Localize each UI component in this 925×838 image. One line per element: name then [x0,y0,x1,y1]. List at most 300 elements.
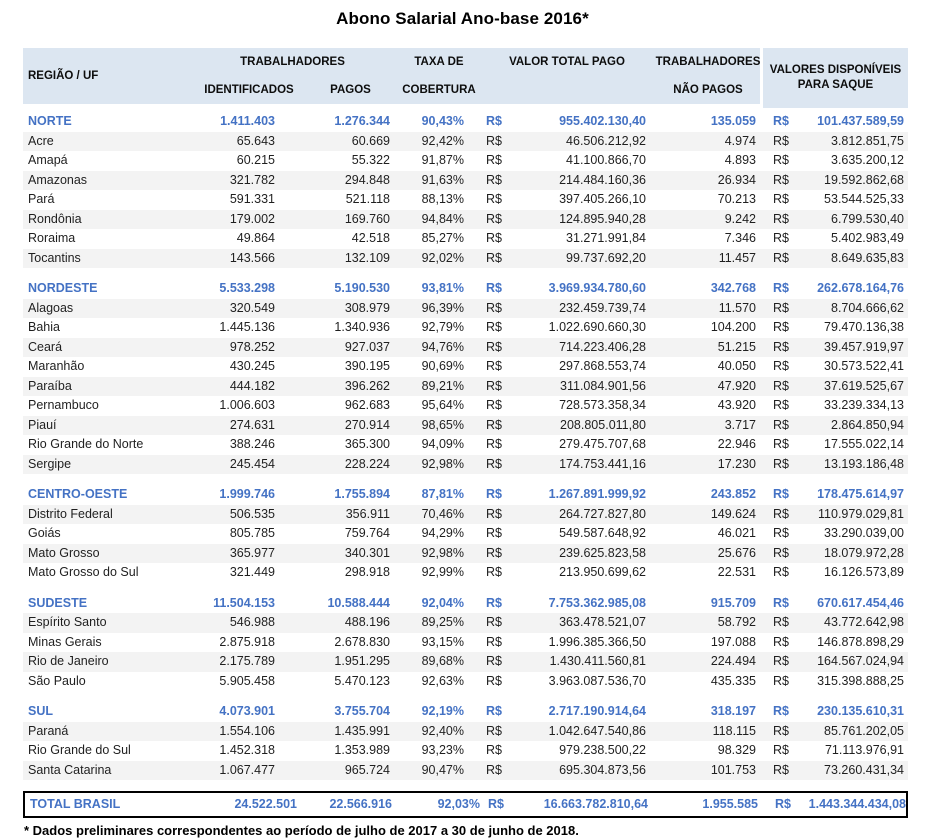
state-row [23,435,908,455]
cell-taxa-cobertura: 93,23% [421,743,464,757]
cell-taxa-cobertura: 89,25% [421,615,464,629]
cell-region-uf: Paraná [28,723,69,738]
cell-pagos: 927.037 [344,339,390,354]
cell-pagos: 270.914 [344,417,390,432]
currency-symbol: R$ [486,398,502,412]
currency-symbol: R$ [773,378,789,393]
currency-symbol: R$ [773,417,789,432]
cell-region-uf: Roraima [28,231,76,245]
cell-valor-total-pago: 1.267.891.999,92 [548,487,646,501]
cell-valor-total-pago: 279.475.707,68 [559,437,646,451]
cell-valor-total-pago: 1.996.385.366,50 [548,634,646,649]
cell-identificados: 321.782 [229,172,275,187]
cell-nao-pagos: 149.624 [710,506,756,521]
cell-taxa-cobertura: 92,40% [421,723,464,738]
cell-region-uf: CENTRO-OESTE [28,487,128,501]
region-summary-row [23,702,908,722]
cell-region-uf: Rondônia [28,211,82,226]
currency-symbol: R$ [773,437,789,451]
cell-region-uf: Distrito Federal [28,506,113,521]
region-block [23,112,908,268]
cell-valores-disponiveis: 16.126.573,89 [824,565,904,579]
cell-taxa-cobertura: 95,64% [421,398,464,412]
currency-symbol: R$ [773,526,789,540]
currency-symbol: R$ [486,487,502,501]
currency-symbol: R$ [773,487,789,501]
cell-nao-pagos: 26.934 [717,172,756,187]
header-valor-total-pago: VALOR TOTAL PAGO [509,56,625,68]
cell-valor-total-pago: 2.717.190.914,64 [548,704,646,718]
cell-identificados: 1.554.106 [219,723,275,738]
table-header-main [23,48,760,104]
currency-symbol: R$ [773,743,789,757]
cell-taxa-cobertura: 96,39% [421,300,464,315]
cell-taxa-cobertura: 89,21% [421,378,464,393]
currency-symbol: R$ [773,211,789,226]
cell-identificados: 1.999.746 [219,487,275,501]
currency-symbol: R$ [486,595,502,610]
cell-taxa-cobertura: 92,79% [421,320,464,334]
cell-valores-disponiveis: 33.239.334,13 [824,398,904,412]
cell-valor-total-pago: 311.084.901,56 [560,378,646,393]
cell-valor-total-pago: 1.430.411.560,81 [549,654,646,668]
cell-taxa-cobertura: 92,98% [421,456,464,471]
cell-valores-disponiveis: 39.457.919,97 [824,339,904,354]
cell-identificados: 365.977 [229,545,275,560]
cell-taxa-cobertura: 91,63% [421,172,464,187]
cell-valor-total-pago: 714.223.406,28 [559,339,646,354]
cell-identificados: 430.245 [229,359,275,373]
cell-nao-pagos: 104.200 [710,320,756,334]
cell-taxa-cobertura: 92,99% [421,565,464,579]
cell-pagos: 22.566.916 [329,797,392,811]
cell-valores-disponiveis: 79.470.136,38 [824,320,904,334]
cell-valor-total-pago: 728.573.358,34 [559,398,646,412]
cell-valores-disponiveis: 110.979.029,81 [818,506,904,521]
cell-taxa-cobertura: 98,65% [421,417,464,432]
cell-valores-disponiveis: 146.878.898,29 [817,634,904,649]
cell-valor-total-pago: 239.625.823,58 [559,545,646,560]
region-block [23,702,908,780]
cell-valor-total-pago: 208.805.011,80 [560,417,646,432]
cell-valor-total-pago: 213.950.699,62 [559,565,646,579]
cell-pagos: 1.951.295 [334,654,390,668]
cell-pagos: 294.848 [344,172,390,187]
cell-valores-disponiveis: 37.619.525,67 [824,378,904,393]
cell-taxa-cobertura: 88,13% [421,192,464,206]
cell-taxa-cobertura: 70,46% [421,506,464,521]
cell-valores-disponiveis: 8.704.666,62 [831,300,904,315]
cell-valor-total-pago: 695.304.873,56 [559,762,646,777]
cell-pagos: 1.340.936 [334,320,390,334]
currency-symbol: R$ [773,595,789,610]
cell-valores-disponiveis: 164.567.024,94 [817,654,904,668]
cell-pagos: 308.979 [344,300,390,315]
cell-region-uf: Sergipe [28,456,72,471]
state-row [23,761,908,781]
region-summary-row [23,279,908,299]
currency-symbol: R$ [486,526,502,540]
currency-symbol: R$ [486,723,502,738]
cell-region-uf: SUDESTE [28,595,88,610]
cell-nao-pagos: 98.329 [717,743,756,757]
currency-symbol: R$ [773,673,789,688]
cell-nao-pagos: 243.852 [710,487,756,501]
state-row [23,151,908,171]
cell-valores-disponiveis: 178.475.614,97 [817,487,904,501]
cell-region-uf: Mato Grosso [28,545,100,560]
cell-region-uf: Pernambuco [28,398,99,412]
cell-taxa-cobertura: 92,63% [421,673,464,688]
cell-pagos: 132.109 [344,250,390,265]
cell-pagos: 340.301 [344,545,390,560]
cell-identificados: 5.905.458 [219,673,275,688]
table-header-valores-disponiveis [763,48,908,108]
cell-identificados: 444.182 [229,378,275,393]
cell-identificados: 1.067.477 [219,762,275,777]
cell-valores-disponiveis: 73.260.431,34 [824,762,904,777]
cell-taxa-cobertura: 90,47% [421,762,464,777]
currency-symbol: R$ [773,615,789,629]
cell-nao-pagos: 3.717 [724,417,756,432]
currency-symbol: R$ [486,153,502,167]
cell-valor-total-pago: 174.753.441,16 [559,456,646,471]
currency-symbol: R$ [773,339,789,354]
cell-identificados: 320.549 [229,300,275,315]
cell-nao-pagos: 11.570 [718,300,756,315]
cell-region-uf: Rio Grande do Norte [28,437,144,451]
cell-region-uf: Pará [28,192,55,206]
currency-symbol: R$ [486,172,502,187]
state-row [23,672,908,692]
cell-valor-total-pago: 16.663.782.810,64 [543,797,648,811]
cell-region-uf: Mato Grosso do Sul [28,565,139,579]
cell-pagos: 60.669 [351,133,390,148]
cell-valores-disponiveis: 13.193.186,48 [824,456,904,471]
cell-region-uf: Bahia [28,320,60,334]
currency-symbol: R$ [486,762,502,777]
cell-valor-total-pago: 7.753.362.985,08 [548,595,646,610]
currency-symbol: R$ [488,797,504,811]
cell-region-uf: Maranhão [28,359,85,373]
cell-valores-disponiveis: 262.678.164,76 [817,281,904,295]
cell-pagos: 228.224 [344,456,390,471]
cell-region-uf: NORTE [28,114,72,128]
currency-symbol: R$ [486,456,502,471]
cell-identificados: 5.533.298 [219,281,275,295]
currency-symbol: R$ [773,250,789,265]
header-valores-line2: PARA SAQUE [797,79,874,91]
cell-identificados: 274.631 [229,417,275,432]
cell-region-uf: Santa Catarina [28,762,112,777]
cell-region-uf: Acre [28,133,54,148]
cell-taxa-cobertura: 94,09% [421,437,464,451]
header-region-uf: REGIÃO / UF [28,70,99,82]
cell-valores-disponiveis: 43.772.642,98 [824,615,904,629]
state-row [23,377,908,397]
cell-pagos: 759.764 [344,526,390,540]
cell-valores-disponiveis: 19.592.862,68 [824,172,904,187]
currency-symbol: R$ [773,114,789,128]
cell-valores-disponiveis: 3.812.851,75 [831,133,904,148]
cell-taxa-cobertura: 90,69% [421,359,464,373]
cell-nao-pagos: 40.050 [717,359,756,373]
cell-valor-total-pago: 214.484.160,36 [559,172,646,187]
currency-symbol: R$ [486,211,502,226]
cell-identificados: 49.864 [236,231,275,245]
state-row [23,633,908,653]
cell-valores-disponiveis: 53.544.525,33 [824,192,904,206]
cell-region-uf: Amapá [28,153,68,167]
cell-valores-disponiveis: 101.437.589,59 [817,114,904,128]
currency-symbol: R$ [773,634,789,649]
header-nao-pagos-line1: TRABALHADORES [655,56,761,68]
currency-symbol: R$ [486,417,502,432]
cell-valores-disponiveis: 8.649.635,83 [831,250,904,265]
cell-pagos: 365.300 [344,437,390,451]
page-title: Abono Salarial Ano-base 2016* [336,9,589,28]
currency-symbol: R$ [486,133,502,148]
cell-nao-pagos: 4.974 [724,133,756,148]
currency-symbol: R$ [486,654,502,668]
header-pagos: PAGOS [330,84,371,96]
state-row [23,613,908,633]
cell-nao-pagos: 43.920 [717,398,756,412]
cell-pagos: 1.435.991 [334,723,390,738]
currency-symbol: R$ [486,339,502,354]
cell-identificados: 546.988 [229,615,275,629]
currency-symbol: R$ [773,654,789,668]
state-row [23,249,908,269]
cell-taxa-cobertura: 92,98% [421,545,464,560]
region-summary-row [23,112,908,132]
cell-taxa-cobertura: 92,04% [421,595,464,610]
cell-taxa-cobertura: 94,84% [421,211,464,226]
cell-pagos: 488.196 [344,615,390,629]
total-brasil-box [23,791,908,818]
currency-symbol: R$ [773,320,789,334]
currency-symbol: R$ [773,398,789,412]
currency-symbol: R$ [773,192,789,206]
cell-nao-pagos: 435.335 [710,673,756,688]
cell-identificados: 388.246 [229,437,275,451]
cell-identificados: 4.073.901 [219,704,275,718]
currency-symbol: R$ [486,192,502,206]
cell-region-uf: TOTAL BRASIL [30,797,121,811]
cell-identificados: 11.504.153 [213,595,275,610]
cell-nao-pagos: 197.088 [710,634,756,649]
cell-valores-disponiveis: 33.290.039,00 [824,526,904,540]
cell-valor-total-pago: 979.238.500,22 [559,743,646,757]
cell-pagos: 5.190.530 [334,281,390,295]
cell-taxa-cobertura: 90,43% [421,114,464,128]
cell-taxa-cobertura: 92,03% [437,797,480,811]
currency-symbol: R$ [486,320,502,334]
cell-identificados: 65.643 [236,133,275,148]
cell-nao-pagos: 915.709 [710,595,756,610]
state-row [23,563,908,583]
header-valores-line1: VALORES DISPONÍVEIS [769,64,902,76]
cell-valores-disponiveis: 2.864.850,94 [831,417,904,432]
cell-valor-total-pago: 955.402.130,40 [559,114,646,128]
header-identificados: IDENTIFICADOS [204,84,294,96]
table-header [23,48,908,108]
cell-identificados: 179.002 [229,211,275,226]
cell-valor-total-pago: 1.042.647.540,86 [548,723,646,738]
cell-pagos: 169.760 [344,211,390,226]
currency-symbol: R$ [773,133,789,148]
cell-identificados: 978.252 [229,339,275,354]
cell-identificados: 245.454 [229,456,275,471]
currency-symbol: R$ [486,743,502,757]
cell-identificados: 1.452.318 [219,743,275,757]
cell-valor-total-pago: 46.506.212,92 [566,133,646,148]
cell-nao-pagos: 25.676 [717,545,756,560]
state-row [23,229,908,249]
cell-valor-total-pago: 264.727.827,80 [559,506,646,521]
cell-identificados: 1.411.403 [220,114,275,128]
state-row [23,357,908,377]
state-row [23,652,908,672]
currency-symbol: R$ [486,281,502,295]
cell-valores-disponiveis: 71.113.976,91 [824,743,904,757]
cell-nao-pagos: 101.753 [710,762,756,777]
header-nao-pagos-line2: NÃO PAGOS [673,84,743,96]
cell-nao-pagos: 135.059 [710,114,756,128]
currency-symbol: R$ [486,231,502,245]
currency-symbol: R$ [773,456,789,471]
state-row [23,338,908,358]
cell-pagos: 5.470.123 [334,673,390,688]
currency-symbol: R$ [773,281,789,295]
cell-identificados: 60.215 [236,153,275,167]
cell-pagos: 10.588.444 [327,595,390,610]
currency-symbol: R$ [773,359,789,373]
cell-pagos: 42.518 [351,231,390,245]
cell-nao-pagos: 58.792 [717,615,756,629]
cell-valores-disponiveis: 5.402.983,49 [831,231,904,245]
state-row [23,190,908,210]
cell-valor-total-pago: 397.405.266,10 [559,192,646,206]
state-row [23,505,908,525]
state-row [23,396,908,416]
state-row [23,210,908,230]
currency-symbol: R$ [773,545,789,560]
cell-pagos: 298.918 [344,565,390,579]
currency-symbol: R$ [486,506,502,521]
cell-nao-pagos: 318.197 [710,704,756,718]
cell-pagos: 521.118 [345,192,390,206]
cell-pagos: 1.353.989 [334,743,390,757]
cell-nao-pagos: 70.213 [717,192,756,206]
cell-valores-disponiveis: 17.555.022,14 [824,437,904,451]
cell-nao-pagos: 342.768 [710,281,756,295]
state-row [23,299,908,319]
cell-pagos: 1.755.894 [334,487,390,501]
currency-symbol: R$ [486,359,502,373]
cell-taxa-cobertura: 93,15% [421,634,464,649]
currency-symbol: R$ [486,673,502,688]
currency-symbol: R$ [773,300,789,315]
state-row [23,171,908,191]
state-row [23,132,908,152]
cell-valor-total-pago: 31.271.991,84 [566,231,646,245]
cell-valor-total-pago: 99.737.692,20 [566,250,646,265]
cell-valores-disponiveis: 670.617.454,46 [817,595,904,610]
currency-symbol: R$ [486,634,502,649]
cell-taxa-cobertura: 94,76% [421,339,464,354]
cell-nao-pagos: 1.955.585 [702,797,758,811]
cell-valores-disponiveis: 230.135.610,31 [817,704,904,718]
state-row [23,318,908,338]
cell-region-uf: Amazonas [28,172,88,187]
cell-valores-disponiveis: 315.398.888,25 [817,673,904,688]
cell-nao-pagos: 22.946 [717,437,756,451]
region-block [23,485,908,583]
currency-symbol: R$ [773,506,789,521]
footnote: * Dados preliminares correspondentes ao período de julho de 2017 a 30 de junho de 2018. [24,823,579,838]
region-summary-row [23,485,908,505]
abono-salarial-table [23,48,908,838]
cell-identificados: 805.785 [229,526,275,540]
cell-pagos: 962.683 [344,398,390,412]
cell-identificados: 143.566 [229,250,275,265]
cell-nao-pagos: 17.230 [717,456,756,471]
cell-identificados: 1.445.136 [219,320,275,334]
cell-nao-pagos: 224.494 [710,654,756,668]
cell-nao-pagos: 7.346 [724,231,756,245]
currency-symbol: R$ [773,172,789,187]
currency-symbol: R$ [486,545,502,560]
cell-valores-disponiveis: 30.573.522,41 [824,359,904,373]
cell-region-uf: Rio Grande do Sul [28,743,131,757]
cell-identificados: 2.175.789 [219,654,275,668]
currency-symbol: R$ [486,250,502,265]
cell-valor-total-pago: 363.478.521,07 [559,615,646,629]
cell-valores-disponiveis: 1.443.344.434,08 [808,797,906,811]
cell-region-uf: Ceará [28,339,63,354]
header-taxa-line2: COBERTURA [402,84,476,96]
cell-pagos: 2.678.830 [334,634,390,649]
cell-pagos: 55.322 [351,153,390,167]
state-row [23,741,908,761]
currency-symbol: R$ [775,797,791,811]
currency-symbol: R$ [486,615,502,629]
cell-region-uf: Paraíba [28,378,72,393]
region-block [23,279,908,474]
state-row [23,544,908,564]
currency-symbol: R$ [773,723,789,738]
state-row [23,416,908,436]
currency-symbol: R$ [773,231,789,245]
cell-nao-pagos: 46.021 [717,526,756,540]
state-row [23,455,908,475]
cell-identificados: 506.535 [229,506,275,521]
currency-symbol: R$ [773,762,789,777]
cell-valor-total-pago: 1.022.690.660,30 [548,320,646,334]
currency-symbol: R$ [486,300,502,315]
cell-nao-pagos: 118.115 [712,723,756,738]
cell-valores-disponiveis: 3.635.200,12 [831,153,904,167]
cell-identificados: 2.875.918 [219,634,275,649]
region-summary-row [23,594,908,614]
currency-symbol: R$ [486,704,502,718]
state-row [23,524,908,544]
cell-pagos: 965.724 [344,762,390,777]
cell-nao-pagos: 4.893 [724,153,756,167]
cell-valor-total-pago: 549.587.648,92 [559,526,646,540]
region-block [23,594,908,692]
